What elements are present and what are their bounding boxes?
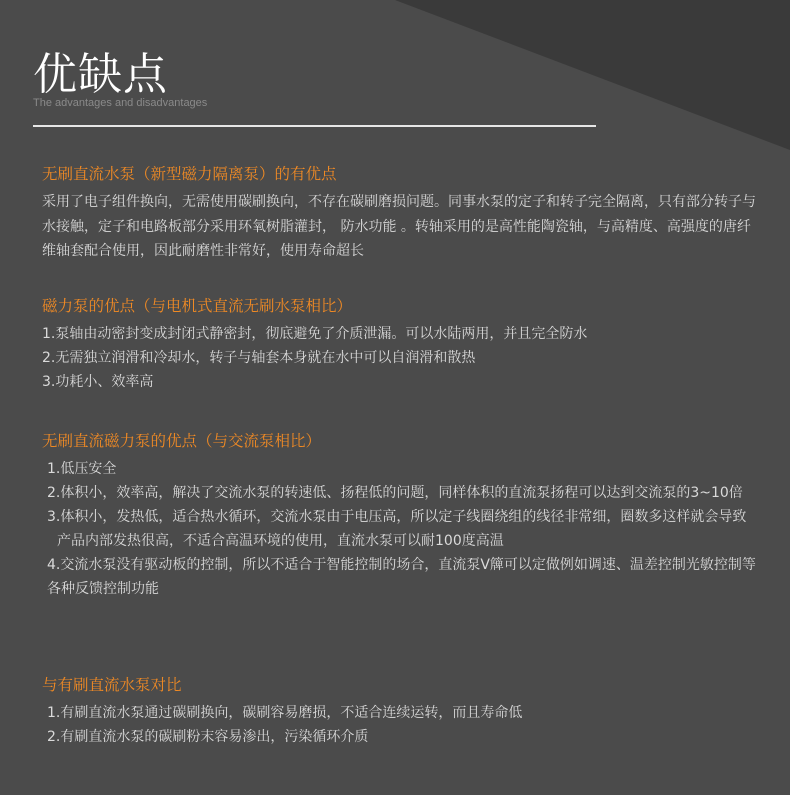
list-item: 2.有刷直流水泵的碳刷粉末容易渗出，污染循环介质 <box>47 729 369 745</box>
list-item: 2.无需独立润滑和冷却水，转子与轴套本身就在水中可以自润滑和散热 <box>42 350 476 366</box>
title-divider <box>33 125 596 127</box>
section-brushless-pump-advantages <box>42 163 757 264</box>
page-subtitle: The advantages and disadvantages <box>33 97 208 109</box>
list-item: 4.交流水泵没有驱动板的控制，所以不适合于智能控制的场合，直流泵V簰可以定做例如调速、温差控制光敏控制等各种反馈控制功能 <box>47 557 756 597</box>
advantage-list <box>42 322 757 394</box>
section-heading: 磁力泵的优点（与电机式直流无刷水泵相比） <box>42 297 353 315</box>
section-paragraph: 采用了电子组件换向，无需使用碳刷换向，不存在碳刷磨损问题。同事水泵的定子和转子完全隔离，只有部分转子与水接触，定子和电路板部分采用环氧树脂灌封， 防水功能 。转轴采用的是高性能陶瓷轴，与高精度、高强度的唐纤维轴套配合使用，因此耐磨性非常好，使用寿命超长 <box>42 194 756 259</box>
section-magnetic-pump-advantages <box>42 295 757 394</box>
advantage-list <box>42 457 757 601</box>
list-item: 1.泵轴由动密封变成封闭式静密封，彻底避免了介质泄漏。可以水陆两用，并且完全防水 <box>42 326 588 342</box>
section-vs-brushed-pump <box>42 674 757 749</box>
list-item: 3.功耗小、效率高 <box>42 374 154 390</box>
section-vs-ac-pump <box>42 430 757 601</box>
list-item: 3.体积小，发热低，适合热水循环，交流水泵由于电压高，所以定子线圈绕组的线径非常细，圈数多这样就会导致产品内部发热很高，不适合高温环境的使用，直流水泵可以耐100度高温 <box>47 509 747 549</box>
section-heading: 无刷直流磁力泵的优点（与交流泵相比） <box>42 432 322 450</box>
list-item: 1.低压安全 <box>47 461 117 477</box>
page-title: 优缺点 <box>33 49 168 100</box>
list-item: 1.有刷直流水泵通过碳刷换向，碳刷容易磨损，不适合连续运转，而且寿命低 <box>47 705 523 721</box>
list-item: 2.体积小，效率高，解决了交流水泵的转速低、扬程低的问题，同样体积的直流泵扬程可以达到交流泵的3~10倍 <box>47 485 743 501</box>
section-heading: 与有刷直流水泵对比 <box>42 676 182 694</box>
section-heading: 无刷直流水泵（新型磁力隔离泵）的有优点 <box>42 165 337 183</box>
page-header <box>33 50 207 110</box>
comparison-list <box>42 701 757 749</box>
